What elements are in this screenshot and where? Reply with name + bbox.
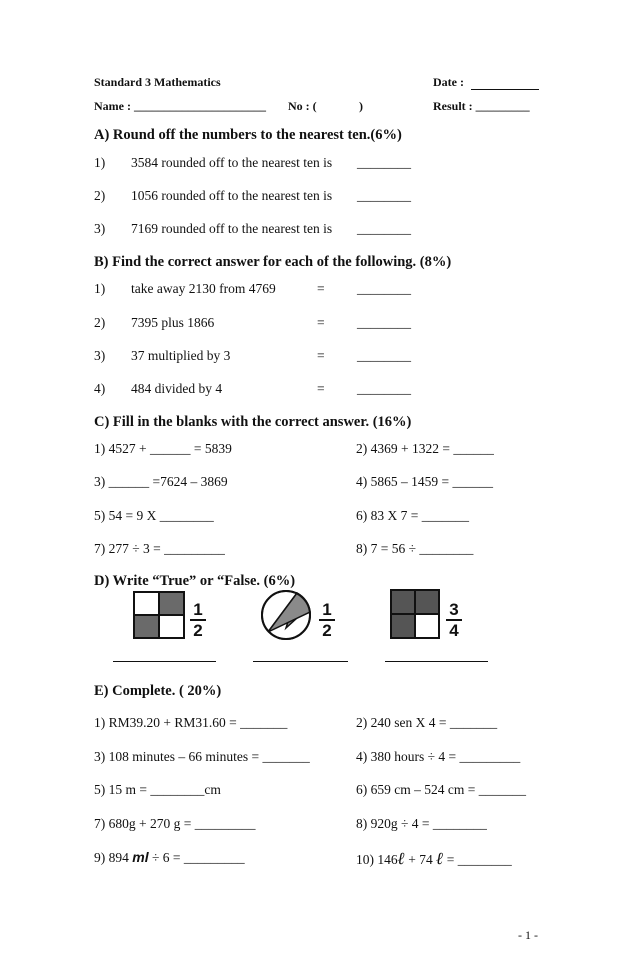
- name-blank[interactable]: ______________________: [133, 99, 266, 113]
- millilitre-symbol: ml: [132, 849, 149, 865]
- section-e-question[interactable]: 2) 240 sen X 4 = _______: [356, 715, 498, 730]
- section-e-question[interactable]: 8) 920g ÷ 4 = ________: [356, 816, 487, 831]
- section-b-title: B) Find the correct answer for each of the following. (8%): [94, 254, 452, 270]
- section-c-question[interactable]: 1) 4527 + ______ = 5839: [94, 441, 232, 456]
- section-b-blank[interactable]: ________: [357, 281, 411, 296]
- section-a-text: 7169 rounded off to the nearest ten is: [131, 221, 333, 236]
- fraction-label-2: 1 2: [319, 601, 335, 639]
- question-prefix: 10) 146: [356, 852, 398, 867]
- section-d-title: D) Write “True” or “False. (6%): [94, 573, 296, 589]
- section-b-num: 3): [94, 348, 106, 363]
- name-label: Name :: [94, 99, 131, 113]
- section-e-question[interactable]: 7) 680g + 270 g = _________: [94, 816, 256, 831]
- section-a-num: 1): [94, 155, 106, 170]
- section-e-question[interactable]: [356, 849, 512, 869]
- litre-symbol: ℓ: [397, 849, 405, 868]
- section-b-text: take away 2130 from 4769: [131, 281, 276, 296]
- fraction-label-3: 3 4: [446, 601, 462, 639]
- section-c-question[interactable]: 6) 83 X 7 = _______: [356, 508, 469, 523]
- section-a-title: A) Round off the numbers to the nearest ten.(6%): [94, 127, 402, 143]
- section-a-num: 3): [94, 221, 106, 236]
- true-false-blank-2[interactable]: [253, 661, 348, 662]
- section-b-equals: =: [317, 381, 325, 396]
- true-false-blank-3[interactable]: [385, 661, 488, 662]
- question-prefix: 9) 894: [94, 850, 133, 865]
- section-b-equals: =: [317, 348, 325, 363]
- section-b-num: 1): [94, 281, 106, 296]
- result-row: [433, 99, 530, 114]
- page-number: - 1 -: [518, 928, 538, 942]
- section-e-question[interactable]: 3) 108 minutes – 66 minutes = _______: [94, 749, 310, 764]
- section-b-num: 4): [94, 381, 106, 396]
- fraction-label-1: 1 2: [190, 601, 206, 639]
- name-row: [94, 99, 266, 114]
- section-b-num: 2): [94, 315, 106, 330]
- section-c-title: C) Fill in the blanks with the correct answer. (16%): [94, 414, 412, 430]
- section-b-blank[interactable]: ________: [357, 315, 411, 330]
- worksheet-title: Standard 3 Mathematics: [94, 75, 221, 89]
- section-c-question[interactable]: 4) 5865 – 1459 = ______: [356, 474, 493, 489]
- section-b-blank[interactable]: ________: [357, 381, 411, 396]
- section-a-blank[interactable]: ________: [357, 155, 411, 170]
- section-e-question[interactable]: 4) 380 hours ÷ 4 = _________: [356, 749, 521, 764]
- question-suffix: = ________: [443, 852, 512, 867]
- section-c-question[interactable]: 7) 277 ÷ 3 = _________: [94, 541, 225, 556]
- section-b-text: 37 multiplied by 3: [131, 348, 231, 363]
- section-e-title: E) Complete. ( 20%): [94, 683, 222, 699]
- date-blank[interactable]: [471, 89, 539, 90]
- section-a-num: 2): [94, 188, 106, 203]
- section-c-question[interactable]: 3) ______ =7624 – 3869: [94, 474, 228, 489]
- section-c-question[interactable]: 8) 7 = 56 ÷ ________: [356, 541, 474, 556]
- section-b-equals: =: [317, 281, 325, 296]
- section-a-blank[interactable]: ________: [357, 188, 411, 203]
- fraction-circle-figure: [259, 588, 313, 642]
- section-b-blank[interactable]: ________: [357, 348, 411, 363]
- section-b-equals: =: [317, 315, 325, 330]
- section-b-text: 484 divided by 4: [131, 381, 223, 396]
- section-e-question[interactable]: [94, 849, 245, 866]
- section-e-question[interactable]: 5) 15 m = ________cm: [94, 782, 221, 797]
- section-a-blank[interactable]: ________: [357, 221, 411, 236]
- fraction-square-figure-1: [133, 591, 185, 639]
- section-a-text: 3584 rounded off to the nearest ten is: [131, 155, 333, 170]
- section-b-text: 7395 plus 1866: [131, 315, 215, 330]
- fraction-square-figure-2: [390, 589, 440, 639]
- date-label: Date :: [433, 75, 464, 89]
- section-e-question[interactable]: 6) 659 cm – 524 cm = _______: [356, 782, 526, 797]
- litre-symbol: ℓ: [436, 849, 444, 868]
- question-middle: + 74: [404, 852, 437, 867]
- section-a-text: 1056 rounded off to the nearest ten is: [131, 188, 333, 203]
- result-blank[interactable]: _________: [475, 99, 530, 113]
- result-label: Result :: [433, 99, 473, 113]
- no-label: No : (: [288, 99, 317, 113]
- section-e-question[interactable]: 1) RM39.20 + RM31.60 = _______: [94, 715, 288, 730]
- question-suffix: ÷ 6 = _________: [148, 850, 245, 865]
- true-false-blank-1[interactable]: [113, 661, 216, 662]
- no-close: ): [359, 99, 363, 113]
- section-c-question[interactable]: 5) 54 = 9 X ________: [94, 508, 214, 523]
- section-c-question[interactable]: 2) 4369 + 1322 = ______: [356, 441, 494, 456]
